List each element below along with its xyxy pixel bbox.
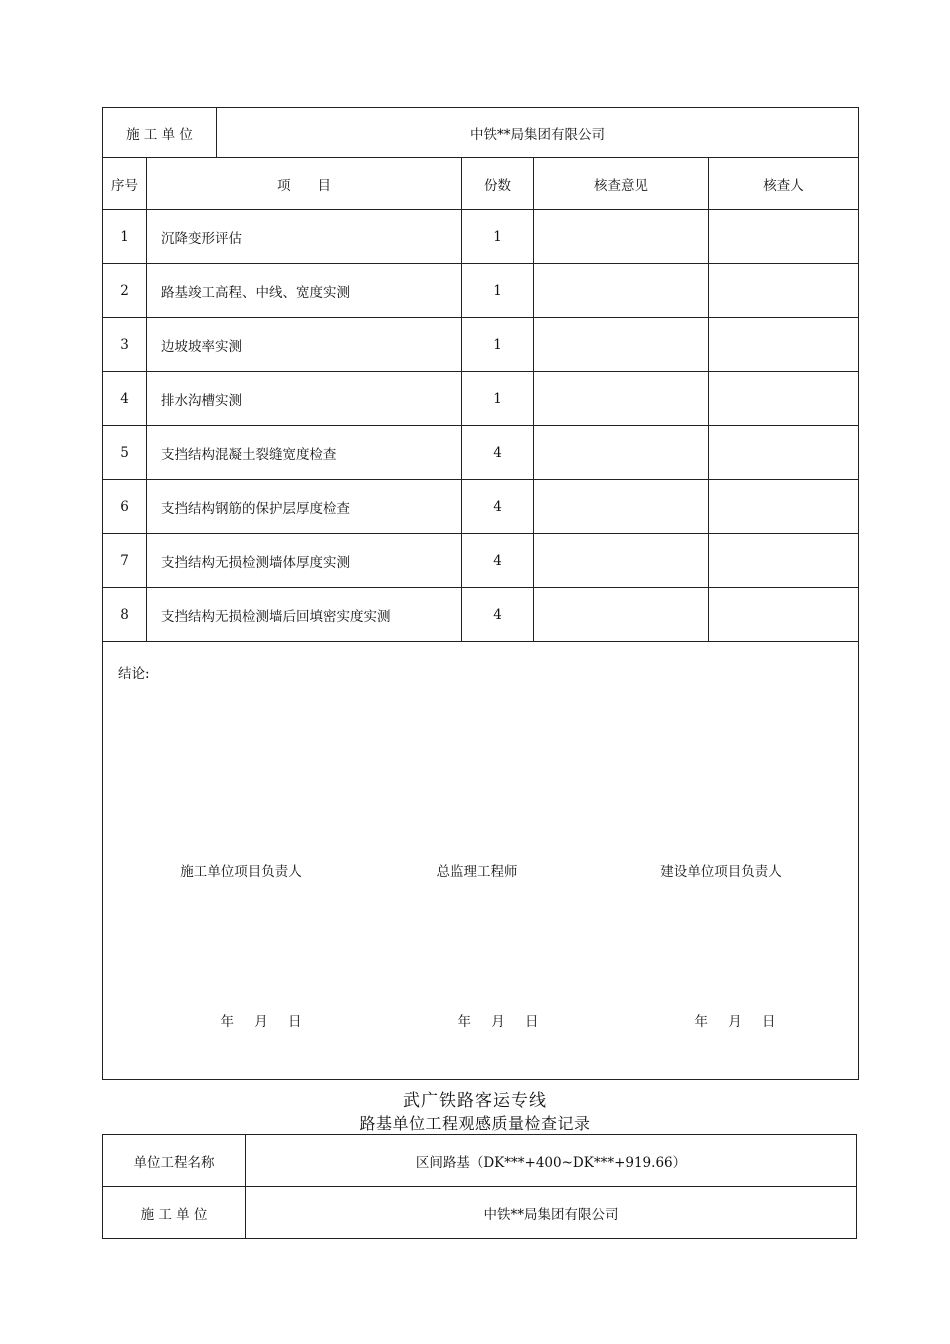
row-seq: 3	[103, 318, 147, 372]
row-checker-cell[interactable]	[709, 480, 859, 534]
table-row	[103, 588, 859, 642]
row-checker-cell[interactable]	[709, 534, 859, 588]
row-copies: 1	[462, 210, 534, 264]
unit-project-label: 单位工程名称	[103, 1135, 246, 1187]
row-seq: 5	[103, 426, 147, 480]
construction-unit-label: 施 工 单 位	[103, 108, 217, 158]
row-item: 排水沟槽实测	[147, 372, 462, 426]
row-copies: 4	[462, 588, 534, 642]
row-item: 沉降变形评估	[147, 210, 462, 264]
row-opinion-cell[interactable]	[534, 426, 709, 480]
document-title: 武广铁路客运专线	[403, 1091, 547, 1111]
row-opinion-cell[interactable]	[534, 588, 709, 642]
construction-unit-value: 中铁**局集团有限公司	[246, 1187, 857, 1239]
table-row	[103, 480, 859, 534]
header-opinion: 核查意见	[534, 158, 709, 210]
row-checker-cell[interactable]	[709, 318, 859, 372]
table-row	[103, 210, 859, 264]
unit-project-row	[103, 1135, 857, 1187]
row-copies: 1	[462, 264, 534, 318]
row-checker-cell[interactable]	[709, 210, 859, 264]
row-copies: 4	[462, 426, 534, 480]
row-item: 支挡结构混凝土裂缝宽度检查	[147, 426, 462, 480]
row-opinion-cell[interactable]	[534, 318, 709, 372]
owner-date: 年 月 日	[694, 1014, 776, 1030]
row-copies: 4	[462, 480, 534, 534]
header-copies: 份数	[462, 158, 534, 210]
row-item: 支挡结构无损检测墙后回填密实度实测	[147, 588, 462, 642]
row-checker-cell[interactable]	[709, 372, 859, 426]
row-opinion-cell[interactable]	[534, 210, 709, 264]
table-row	[103, 534, 859, 588]
contractor-date: 年 月 日	[220, 1014, 302, 1030]
supervisor-date: 年 月 日	[457, 1014, 539, 1030]
row-item: 支挡结构钢筋的保护层厚度检查	[147, 480, 462, 534]
header-row	[103, 158, 859, 210]
owner-signature-label: 建设单位项目负责人	[660, 864, 782, 880]
unit-project-value: 区间路基（DK***+400~DK***+919.66）	[246, 1135, 857, 1187]
document-subtitle: 路基单位工程观感质量检查记录	[359, 1114, 591, 1133]
construction-unit-row	[103, 108, 859, 158]
row-opinion-cell[interactable]	[534, 372, 709, 426]
row-checker-cell[interactable]	[709, 426, 859, 480]
data-review-table	[102, 107, 859, 1080]
row-item: 边坡坡率实测	[147, 318, 462, 372]
table-row	[103, 318, 859, 372]
conclusion-label: 结论:	[118, 666, 150, 682]
row-checker-cell[interactable]	[709, 588, 859, 642]
row-opinion-cell[interactable]	[534, 480, 709, 534]
row-opinion-cell[interactable]	[534, 534, 709, 588]
table-row	[103, 426, 859, 480]
row-seq: 1	[103, 210, 147, 264]
row-seq: 6	[103, 480, 147, 534]
row-seq: 7	[103, 534, 147, 588]
construction-unit-row	[103, 1187, 857, 1239]
supervisor-signature-label: 总监理工程师	[436, 864, 518, 880]
row-copies: 1	[462, 318, 534, 372]
table-row	[103, 264, 859, 318]
row-checker-cell[interactable]	[709, 264, 859, 318]
row-copies: 1	[462, 372, 534, 426]
row-seq: 4	[103, 372, 147, 426]
quality-inspection-table	[102, 1134, 857, 1239]
header-item: 项 目	[147, 158, 462, 210]
contractor-signature-label: 施工单位项目负责人	[180, 864, 302, 880]
row-seq: 2	[103, 264, 147, 318]
header-checker: 核查人	[709, 158, 859, 210]
header-seq: 序号	[103, 158, 147, 210]
row-seq: 8	[103, 588, 147, 642]
row-item: 支挡结构无损检测墙体厚度实测	[147, 534, 462, 588]
table-row	[103, 372, 859, 426]
construction-unit-value: 中铁**局集团有限公司	[217, 108, 859, 158]
row-item: 路基竣工高程、中线、宽度实测	[147, 264, 462, 318]
conclusion-row	[103, 642, 859, 1080]
row-opinion-cell[interactable]	[534, 264, 709, 318]
row-copies: 4	[462, 534, 534, 588]
conclusion-cell[interactable]	[103, 642, 859, 1080]
construction-unit-label: 施 工 单 位	[103, 1187, 246, 1239]
